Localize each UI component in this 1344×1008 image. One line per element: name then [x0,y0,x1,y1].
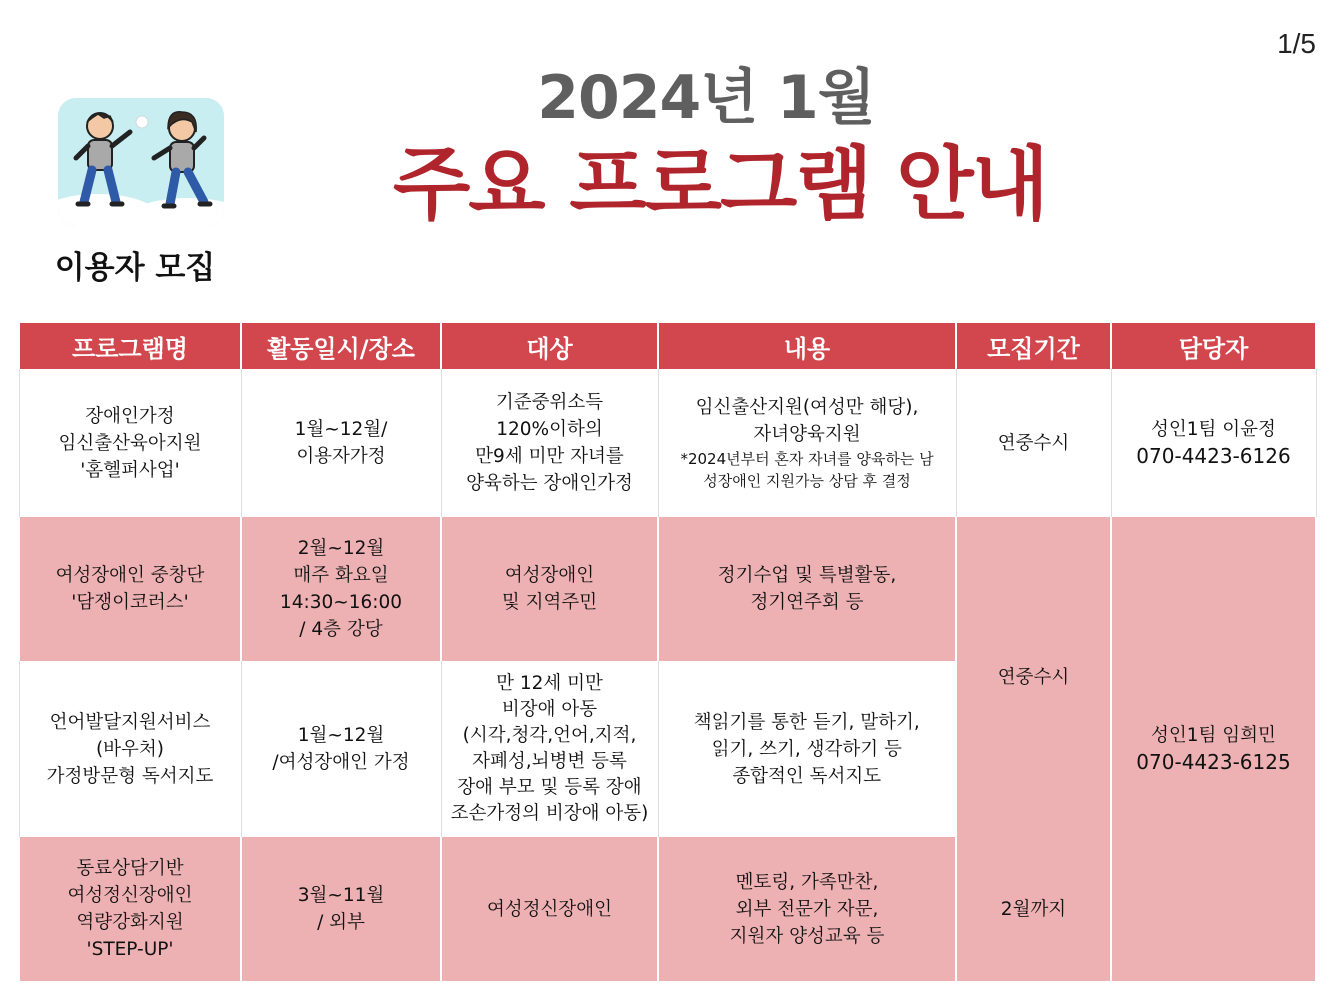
row2-target: 여성장애인 및 지역주민 [441,517,658,661]
row4-program: 동료상담기반 여성정신장애인 역량강화지원 'STEP-UP' [19,837,241,981]
row2-4-manager: 성인1팀 임희민 070-4423-6125 [1111,517,1316,981]
row4-target: 여성정신장애인 [441,837,658,981]
program-table [18,323,1317,981]
badge-caption: 이용자 모집 [54,250,216,286]
row1-manager: 성인1팀 이윤정 070-4423-6126 [1111,369,1316,517]
row3-target: 만 12세 미만 비장애 아동 (시각,청각,언어,지적, 자폐성,뇌병변 등록 장애 부모 및 등록 장애 조손가정의 비장애 아동) [441,661,658,837]
row4-content: 멘토링, 가족만찬, 외부 전문가 자문, 지원자 양성교육 등 [658,837,956,981]
row4-schedule: 3월~11월 / 외부 [241,837,441,981]
title-year: 2024년 1월 [537,63,875,133]
row4-period: 2월까지 [956,837,1111,981]
row3-schedule: 1월~12월 /여성장애인 가정 [241,661,441,837]
row3-program: 언어발달지원서비스 (바우처) 가정방문형 독서지도 [19,661,241,837]
header-content: 내용 [658,323,956,369]
header-program: 프로그램명 [19,323,241,369]
row3-content: 책읽기를 통한 듣기, 말하기, 읽기, 쓰기, 생각하기 등 종합적인 독서지도 [658,661,956,837]
table-row [19,369,1316,517]
row2-schedule: 2월~12월 매주 화요일 14:30~16:00 / 4층 강당 [241,517,441,661]
row1-schedule: 1월~12월/ 이용자가정 [241,369,441,517]
header-target: 대상 [441,323,658,369]
title-main: 주요 프로그램 안내 [393,138,1047,231]
row1-period: 연중수시 [956,369,1111,517]
page-number: 1/5 [1277,28,1316,59]
table-header-row [19,323,1316,369]
row2-program: 여성장애인 중창단 '담쟁이코러스' [19,517,241,661]
row2-content: 정기수업 및 특별활동, 정기연주회 등 [658,517,956,661]
row1-program: 장애인가정 임신출산육아지원 '홈헬퍼사업' [19,369,241,517]
header-period: 모집기간 [956,323,1111,369]
header-schedule: 활동일시/장소 [241,323,441,369]
row1-content: 임신출산지원(여성만 해당), 자녀양육지원 *2024년부터 혼자 자녀를 양육하는 남 성장애인 지원가능 상담 후 결정 [658,369,956,517]
header-manager: 담당자 [1111,323,1316,369]
table-row [19,517,1316,661]
row1-target: 기준중위소득 120%이하의 만9세 미만 자녀를 양육하는 장애인가정 [441,369,658,517]
program-table-container [18,323,1315,981]
row2-3-period: 연중수시 [956,517,1111,837]
